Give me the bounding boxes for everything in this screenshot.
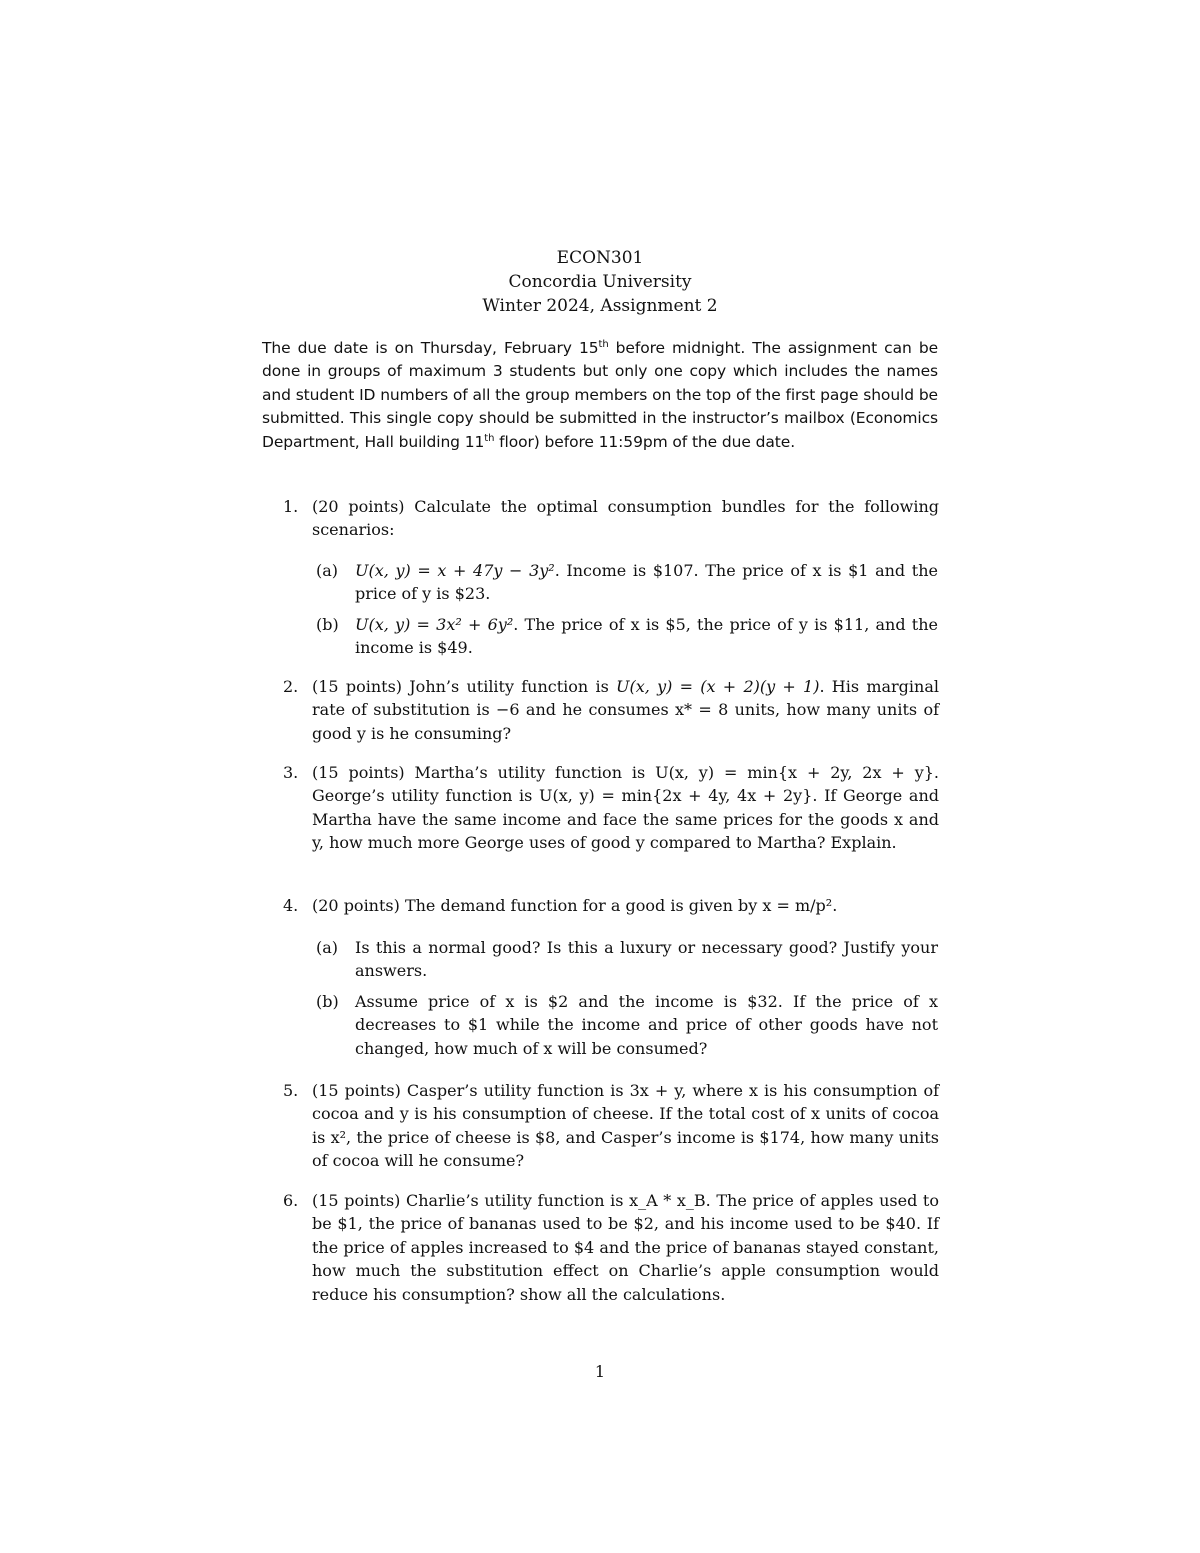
- instructions-text-2: before midnight. The assignment can be done in groups of maximum 3 students but only one copy which includes the names and student ID numbers of all the group members on the top of the first page should be submitted. This single copy should be submitted in the instructor’s mailbox (Economics Department, Hall building 11: [262, 339, 939, 451]
- question-text: (20 points) Calculate the optimal consumption bundles for the following scenarios:: [312, 497, 939, 540]
- instructions-text-3: floor) before 11:59pm of the due date.: [494, 432, 796, 451]
- part-description: . The price of x is $5, the price of y is $11, and the income is $49.: [355, 615, 939, 658]
- instructions-sup-1: th: [598, 338, 609, 350]
- question-text: (20 points) The demand function for a good is given by x = m/p².: [312, 896, 838, 915]
- utility-formula: U(x, y) = x + 47y − 3y²: [355, 561, 555, 580]
- question-2: [283, 675, 939, 745]
- university-name: Concordia University: [508, 272, 692, 292]
- question-1: [283, 495, 939, 542]
- instructions-text-1: The due date is on Thursday, February 15: [262, 339, 599, 357]
- course-code: ECON301: [556, 248, 644, 268]
- question-text: (15 points) Casper’s utility function is 3x + y, where x is his consumption of cocoa and y is his consumption of cheese. If the total cost of x units of cocoa is x², the price of cheese is $8, and Casper’s income is $174, how many units of cocoa will he consume?: [312, 1081, 939, 1171]
- question-3: [283, 761, 939, 855]
- question-number: 2.: [283, 677, 299, 696]
- document-header: [0, 246, 1200, 318]
- question-4-part-b: [316, 990, 938, 1060]
- question-6: [283, 1189, 939, 1306]
- part-text: [355, 613, 938, 660]
- part-label: (a): [316, 561, 339, 580]
- question-5: [283, 1079, 939, 1173]
- question-1-part-a: [316, 559, 938, 606]
- part-text: Assume price of x is $2 and the income is $32. If the price of x decreases to $1 while the income and price of other goods have not changed, how much of x will be consumed?: [355, 992, 938, 1058]
- part-description: . Income is $107. The price of x is $1 and the price of y is $23.: [355, 561, 938, 604]
- question-4-part-a: [316, 936, 938, 983]
- part-label: (a): [316, 938, 339, 957]
- question-text: [312, 675, 939, 745]
- question-text-post: . His marginal rate of substitution is −6 and he consumes x* = 8 units, how many units of good y is he consuming?: [312, 677, 939, 743]
- instructions-sup-2: th: [484, 432, 495, 444]
- instructions-paragraph: [262, 337, 938, 454]
- question-text-pre: (15 points) John’s utility function is: [312, 677, 617, 696]
- assignment-title: Winter 2024, Assignment 2: [482, 296, 718, 316]
- part-text: [355, 559, 938, 606]
- question-text: (15 points) Martha’s utility function is U(x, y) = min{x + 2y, 2x + y}. George’s utility function is U(x, y) = min{2x + 4y, 4x + 2y}. If George and Martha have the same income and face the same prices for the goods x and y, how much more George uses of good y compared to Martha? Explain.: [312, 763, 939, 853]
- part-text: Is this a normal good? Is this a luxury or necessary good? Justify your answers.: [355, 938, 938, 981]
- utility-formula: U(x, y) = (x + 2)(y + 1): [616, 677, 820, 696]
- question-number: 5.: [283, 1081, 299, 1100]
- question-text: (15 points) Charlie’s utility function is x_A * x_B. The price of apples used to be $1, the price of bananas used to be $2, and his income used to be $40. If the price of apples increased to $4 and the price of bananas stayed constant, how much the substitution effect on Charlie’s apple consumption would reduce his consumption? show all the calculations.: [312, 1191, 939, 1304]
- question-4: [283, 894, 939, 917]
- question-1-part-b: [316, 613, 938, 660]
- question-number: 3.: [283, 763, 299, 782]
- utility-formula: U(x, y) = 3x² + 6y²: [355, 615, 514, 634]
- part-label: (b): [316, 992, 339, 1011]
- question-number: 6.: [283, 1191, 299, 1210]
- question-number: 1.: [283, 497, 299, 516]
- part-label: (b): [316, 615, 339, 634]
- page-number: 1: [594, 1362, 606, 1381]
- question-number: 4.: [283, 896, 299, 915]
